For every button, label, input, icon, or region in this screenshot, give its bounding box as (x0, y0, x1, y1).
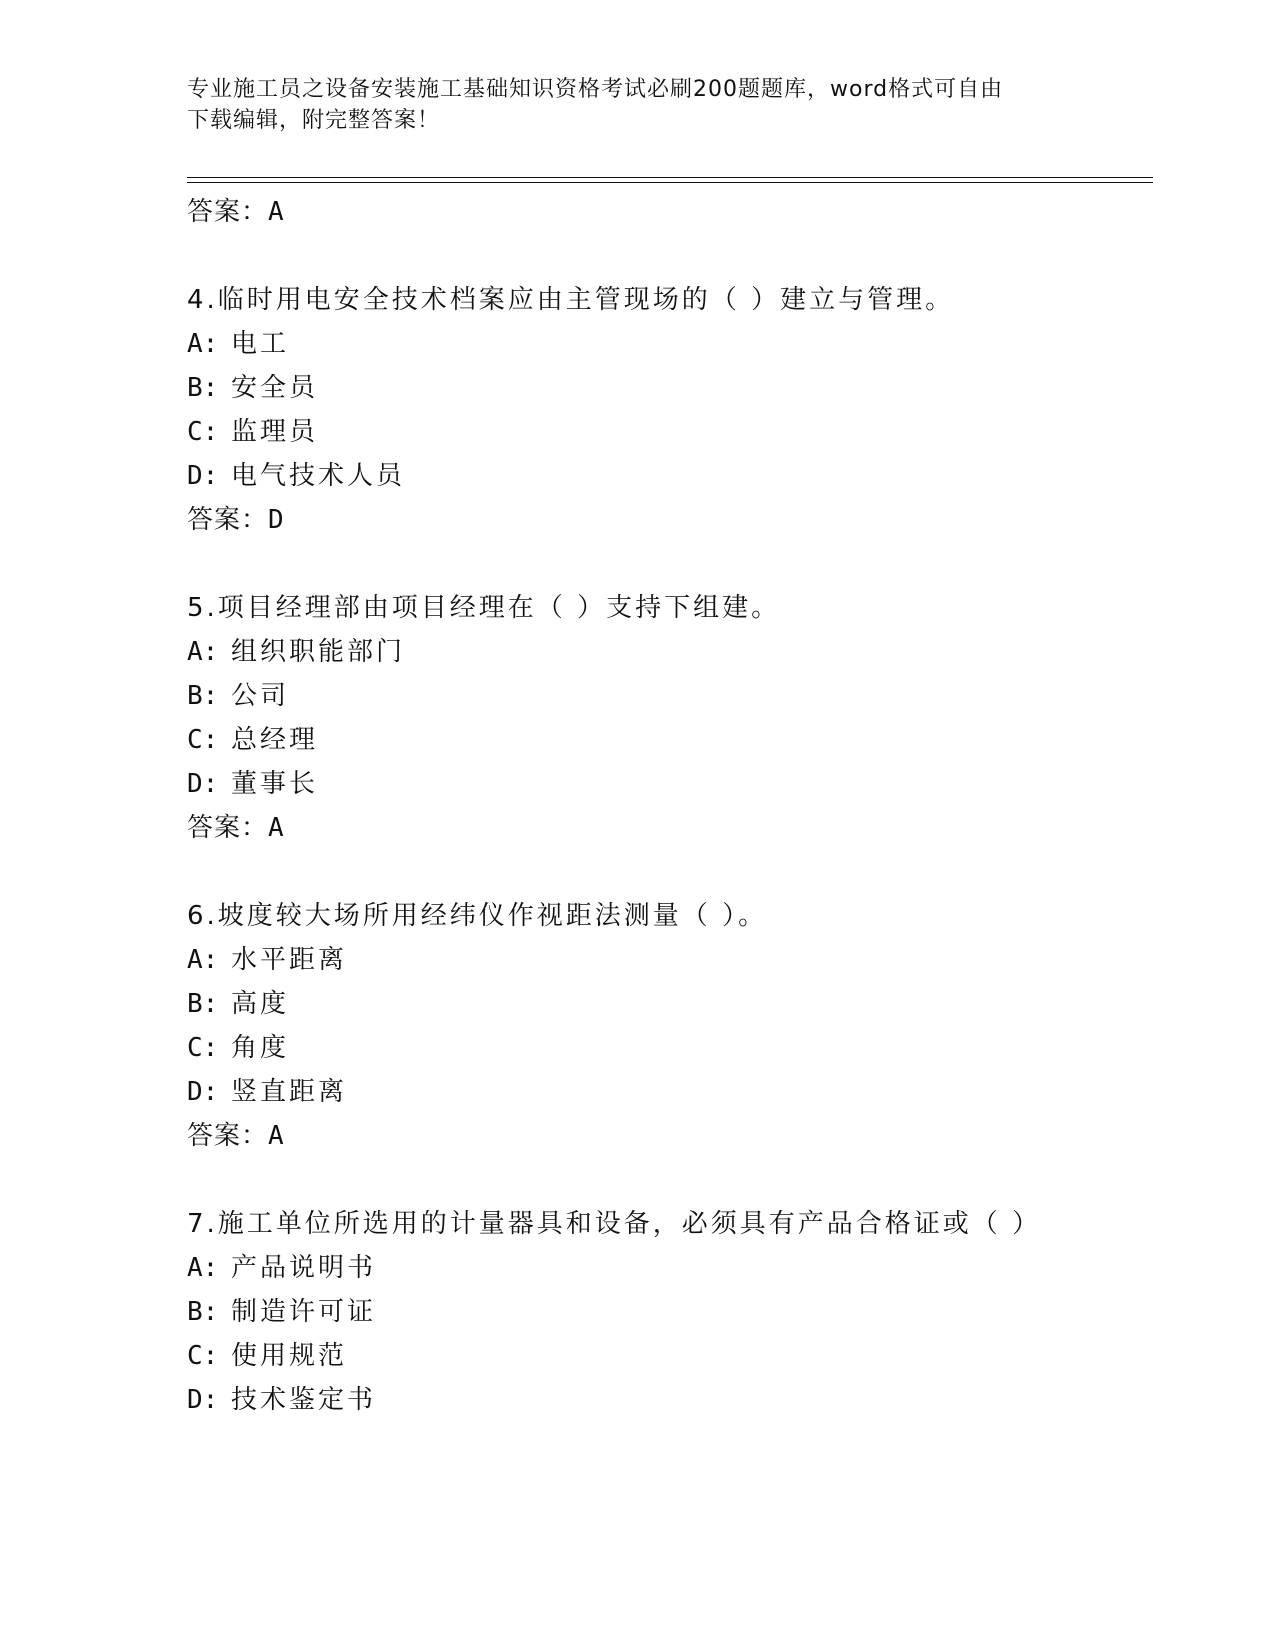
option-key: D: (187, 1385, 219, 1415)
option-text: 电气技术人员 (231, 461, 406, 491)
option-key: A: (187, 637, 219, 667)
option-key: C: (187, 1033, 219, 1063)
option-text: 总经理 (231, 725, 319, 755)
option-text: 组织职能部门 (231, 637, 406, 667)
option-text: 安全员 (231, 373, 319, 403)
header-rule-bottom (187, 182, 1153, 183)
option-key: D: (187, 769, 219, 799)
answer-label: 答案： (187, 197, 269, 227)
answer-line-prev (187, 197, 285, 227)
option-6c (187, 1033, 289, 1063)
option-4b (187, 373, 318, 403)
option-4a (187, 329, 289, 359)
option-key: B: (187, 1297, 219, 1327)
answer-value: D (268, 505, 285, 535)
option-key: B: (187, 373, 219, 403)
option-key: B: (187, 681, 219, 711)
answer-line-6 (187, 1121, 285, 1151)
answer-label: 答案： (187, 505, 269, 535)
option-key: C: (187, 1341, 219, 1371)
option-7b (187, 1297, 376, 1327)
option-7a (187, 1253, 376, 1283)
option-6a (187, 945, 347, 975)
answer-label: 答案： (187, 1121, 269, 1151)
option-text: 公司 (231, 681, 290, 711)
answer-value: A (268, 1121, 285, 1151)
option-text: 水平距离 (231, 945, 348, 975)
option-key: B: (187, 989, 219, 1019)
question-stem-6: 6.坡度较大场所用经纬仪作视距法测量（ ）。 (187, 901, 768, 931)
option-key: D: (187, 461, 219, 491)
question-stem-5: 5.项目经理部由项目经理在（ ）支持下组建。 (187, 593, 781, 623)
header-rule-top (187, 177, 1153, 178)
option-4c (187, 417, 318, 447)
option-text: 技术鉴定书 (231, 1385, 377, 1415)
option-text: 使用规范 (231, 1341, 348, 1371)
answer-line-4 (187, 505, 285, 535)
option-5a (187, 637, 405, 667)
option-4d (187, 461, 405, 491)
header-line-1: 专业施工员之设备安装施工基础知识资格考试必刷200题题库，word格式可自由 (187, 77, 1004, 102)
option-7c (187, 1341, 347, 1371)
option-6d (187, 1077, 347, 1107)
option-key: C: (187, 417, 219, 447)
option-text: 董事长 (231, 769, 319, 799)
option-5c (187, 725, 318, 755)
question-stem-4: 4.临时用电安全技术档案应由主管现场的（ ）建立与管理。 (187, 285, 955, 315)
option-key: A: (187, 1253, 219, 1283)
option-text: 角度 (231, 1033, 290, 1063)
option-key: A: (187, 329, 219, 359)
option-key: A: (187, 945, 219, 975)
option-5b (187, 681, 289, 711)
option-text: 产品说明书 (231, 1253, 377, 1283)
header-line-2: 下载编辑，附完整答案！ (187, 108, 441, 133)
answer-value: A (268, 197, 285, 227)
option-text: 制造许可证 (231, 1297, 377, 1327)
option-7d (187, 1385, 376, 1415)
option-text: 高度 (231, 989, 290, 1019)
document-header (187, 74, 1077, 136)
option-5d (187, 769, 318, 799)
question-stem-7: 7.施工单位所选用的计量器具和设备，必须具有产品合格证或（ ） (187, 1209, 1042, 1239)
answer-line-5 (187, 813, 285, 843)
option-text: 监理员 (231, 417, 319, 447)
option-text: 电工 (231, 329, 290, 359)
answer-label: 答案： (187, 813, 269, 843)
option-text: 竖直距离 (231, 1077, 348, 1107)
option-key: D: (187, 1077, 219, 1107)
option-key: C: (187, 725, 219, 755)
option-6b (187, 989, 289, 1019)
answer-value: A (268, 813, 285, 843)
